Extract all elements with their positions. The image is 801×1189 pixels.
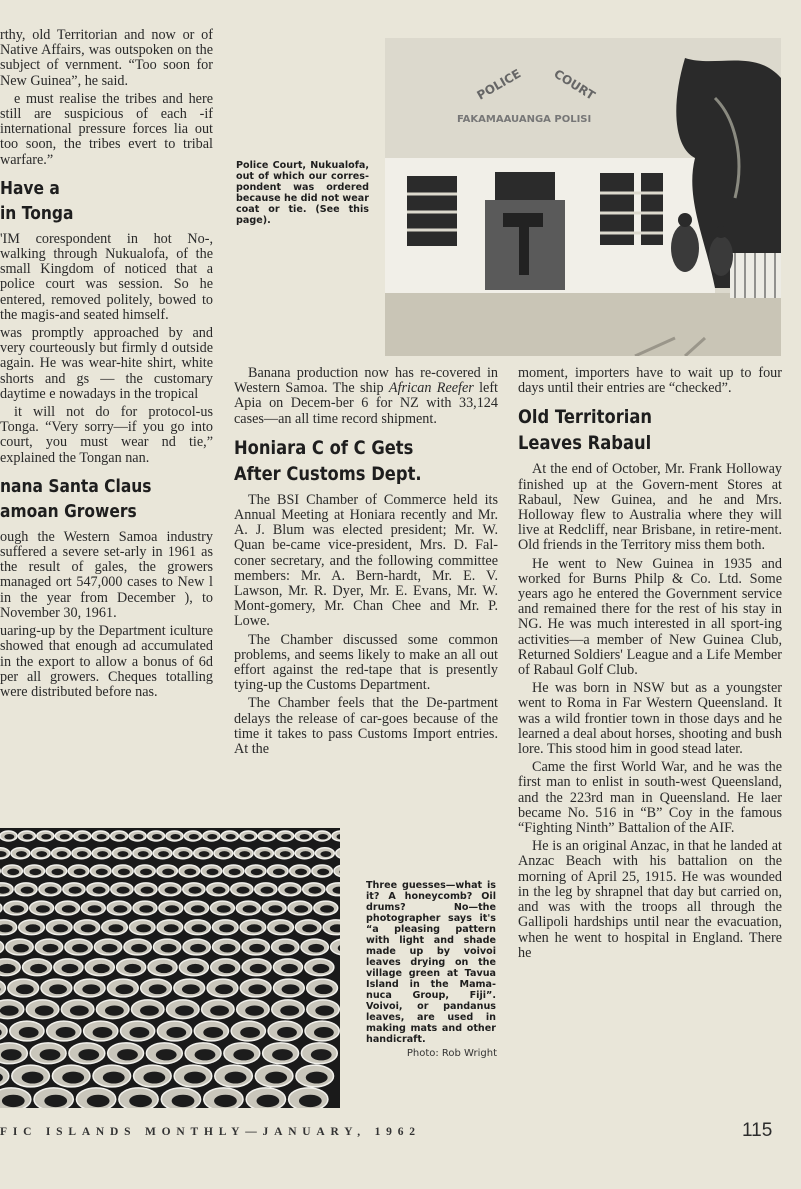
paragraph: The Chamber discussed some common problems, and seems likely to make an all out effort against the red-tape that is presently tying-up the Customs Department.	[234, 631, 498, 694]
headline-line: in Tonga	[0, 202, 74, 224]
running-footer: FIC ISLANDS MONTHLY—JANUARY, 1962	[0, 1126, 421, 1138]
paragraph: He went to New Guinea in 1935 and worked for Burns Philp & Co. Ltd. Some years ago he entered the Government service and remained there for the rest of his stay in NG. He was much interested in all sport-ing activities—a member of New Guinea Club, Returned Soldiers' League and a Life Member of Rabaul Golf Club.	[518, 555, 782, 679]
headline-line: Honiara C of C Gets	[234, 436, 414, 459]
headline-line: nana Santa Claus	[0, 475, 152, 497]
police-court-illustration	[385, 38, 781, 356]
paragraph: moment, importers have to wait up to four days until their entries are “checked”.	[518, 365, 782, 397]
headline-santa-claus	[0, 474, 183, 524]
ship-name: African Reefer	[388, 380, 474, 397]
sign-arc-left: POLICE	[474, 66, 524, 103]
paragraph: 'IM corespondent in hot No-, walking through Nukualofa, of the small Kingdom of noticed that a police court was session. So he entered, removed politely, bowed to the magis-and seated himself.	[0, 230, 213, 323]
voivoi-leaves-illustration	[0, 828, 340, 1108]
police-court-caption: Police Court, Nukualofa, out of which our corres-pondent was ordered because he did not wear coat or tie. (See this page).	[236, 160, 369, 226]
paragraph: it will not do for protocol-us Tonga. “Very sorry—if you go into court, you must wear nd tie,” explained the Tongan nan.	[0, 404, 213, 466]
voivoi-leaves-photo	[0, 828, 340, 1108]
headline-line: Have a	[0, 177, 60, 199]
column-left	[0, 28, 213, 703]
photo-credit: Photo: Rob Wright	[406, 1048, 497, 1059]
headline-line: Leaves Rabaul	[518, 432, 652, 455]
paragraph: At the end of October, Mr. Frank Holloway finished up at the Govern-ment Stores at Rabaul, New Guinea, and he and Mrs. Holloway flew to Australia where they will live at Redcliff, near Brisbane, in retire-ment. Old friends in the Territory miss them both.	[518, 461, 782, 554]
paragraph: uaring-up by the Department iculture showed that enough ad accumulated in the export to allow a bonus of 6d per all growers. Cheques totalling were distributed before nas.	[0, 623, 213, 700]
paragraph: The Chamber feels that the De-partment delays the release of car-goes because of the time it takes to pass Customs Import entries. At the	[234, 695, 498, 758]
headline-tonga	[0, 176, 183, 226]
column-middle	[234, 366, 498, 760]
paragraph	[234, 366, 498, 427]
headline-line: Old Territorian	[518, 406, 653, 429]
paragraph: was promptly approached by and very courteously but firmly d outside again. He was wear-hite shirt, white shorts and gs — the customary daytime e nowadays in the tropical	[0, 325, 213, 402]
text-run: Banana production now has re-covered in Western Samoa. The ship	[234, 365, 498, 397]
headline-line: amoan Growers	[0, 500, 137, 522]
column-right	[518, 366, 782, 964]
paragraph: He was born in NSW but as a youngster went to Roma in Far Western Queensland. It was a wild frontier town in those days and he learned a deal about horses, shooting and bush lore. This stood him in good stead later.	[518, 680, 782, 758]
paragraph: He is an original Anzac, in that he landed at Anzac Beach with his battalion on the morning of April 25, 1915. He was wounded in the leg by shrapnel that day but carried on, and was with the troops all through the Gallipoli hardships until near the evacuation, when he went to hospital in England. There he	[518, 838, 782, 961]
headline-line: After Customs Dept.	[234, 462, 422, 485]
headline-old-territorian	[518, 404, 745, 456]
paragraph: e must realise the tribes and here still are suspicious of each -if international pressure forces lia out too soon, the tribes evert to tribal warfare.”	[0, 90, 213, 168]
headline-honiara	[234, 435, 461, 487]
text-run: left Apia on Decem-ber 6 for NZ with 33,124 cases—an all time record shipment.	[234, 380, 498, 427]
police-court-photo	[385, 38, 781, 356]
page-number: 115	[742, 1120, 773, 1141]
paragraph: The BSI Chamber of Commerce held its Annual Meeting at Honiara recently and Mr. A. J. Blum was elected president; Mr. W. Quan be-came vice-president, Mrs. D. Fal-coner secretary, and the following committee members: Mr. A. Bern-hardt, Mr. E. V. Lawson, Mr. R. Dyer, Mr. E. Evans, Mr. W. Mont-gomery, Mr. Chan Chee and Mr. P. Lowe.	[234, 491, 498, 630]
paragraph: Came the first World War, and he was the first man to enlist in south-west Queensland, and the 223rd man in Queensland. He laer became No. 516 in “B” Coy in the famous “Fighting Ninth” Battalion of the AIF.	[518, 759, 782, 837]
voivoi-caption: Three guesses—what is it? A honeycomb? Oil drums? No—the photographer says it's “a pleasing pattern with light and shade made up by voivoi leaves drying on the village green at Tavua Island in the Mama-nuca Group, Fiji”. Voivoi, or pandanus leaves, are used in making mats and other handicraft.	[366, 880, 496, 1045]
sign-arc-right: COURT	[551, 66, 598, 103]
sign-text: FAKAMAAUANGA POLISI	[457, 114, 592, 125]
paragraph: ough the Western Samoa industry suffered a severe set-arly in 1961 as the result of gales, the growers managed ort 547,000 cases to New l in the year from December ), to November 30, 1961.	[0, 528, 213, 621]
paragraph: rthy, old Territorian and now or of Native Affairs, was outspoken on the subject of vernment. “Too soon for New Guinea”, he said.	[0, 27, 213, 89]
